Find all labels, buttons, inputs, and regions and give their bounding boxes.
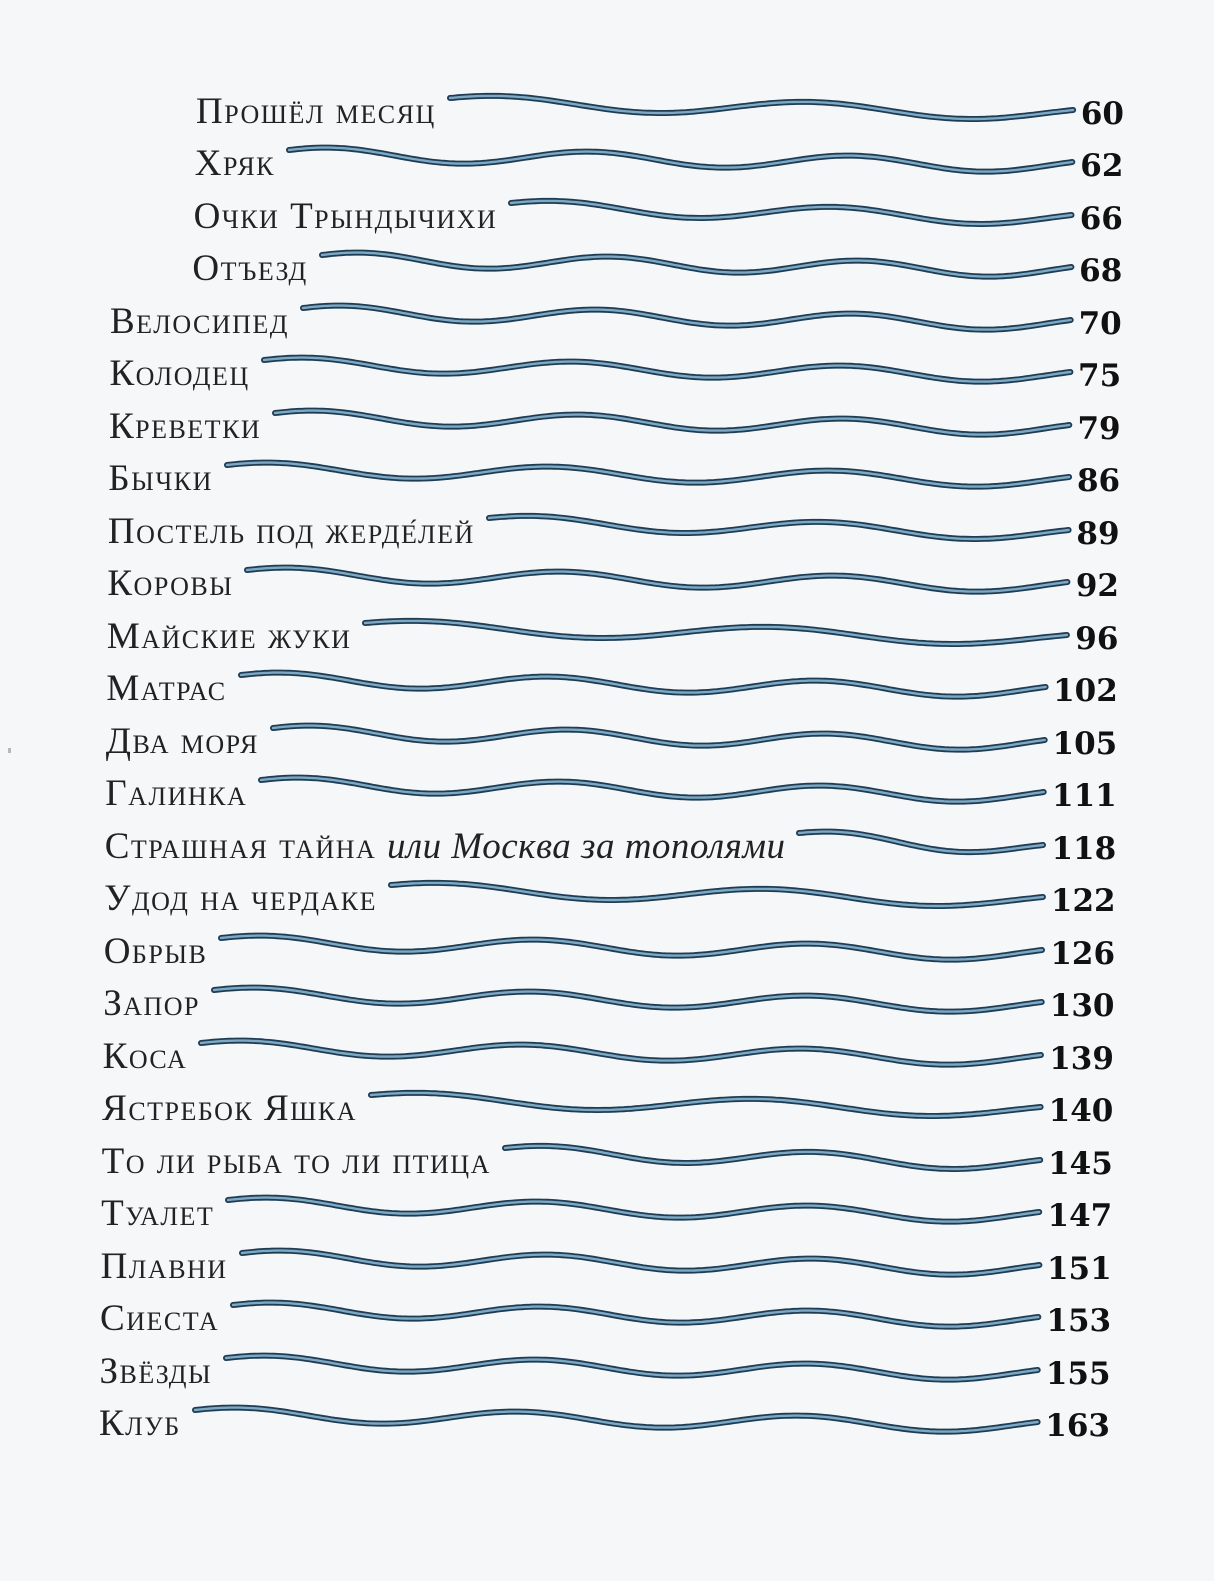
wave-leader: [242, 1239, 1039, 1291]
wave-leader: [799, 819, 1043, 871]
toc-entry[interactable]: [0, 609, 1214, 661]
page-number: 122: [1050, 883, 1116, 920]
page-number: 75: [1078, 358, 1122, 395]
toc-entry[interactable]: [0, 1344, 1214, 1396]
wave-leader: [505, 1134, 1040, 1186]
chapter-title: Матрас: [106, 668, 227, 710]
page-number: 62: [1080, 148, 1124, 185]
toc-entry[interactable]: [0, 136, 1214, 188]
wave-leader: [322, 241, 1071, 293]
chapter-title: Колодец: [109, 353, 250, 395]
wave-stroke-outer: [322, 253, 1071, 277]
wave-stroke-outer: [233, 1303, 1038, 1327]
wave-leader: [221, 924, 1042, 976]
toc-entry[interactable]: [0, 241, 1214, 293]
wave-stroke-inner: [505, 1145, 1040, 1168]
wave-leader: [226, 1344, 1038, 1396]
chapter-title: Галинка: [105, 773, 248, 815]
wave-stroke-outer: [201, 1040, 1041, 1064]
chapter-title: Коровы: [107, 563, 234, 605]
toc-entry[interactable]: [0, 1396, 1214, 1448]
chapter-title: То ли рыба то ли птица: [101, 1140, 491, 1182]
page-number: 130: [1049, 988, 1115, 1025]
page-number: 163: [1045, 1408, 1110, 1444]
page-number: 70: [1078, 305, 1122, 342]
wave-stroke-outer: [242, 1250, 1039, 1274]
wave-stroke-outer: [275, 410, 1069, 434]
chapter-title-italic: или Москва за тополями: [387, 825, 786, 867]
wave-leader: [303, 294, 1071, 346]
chapter-title: Удод на чердаке: [104, 878, 377, 920]
wave-stroke-outer: [195, 1408, 1038, 1432]
page-number: 105: [1052, 725, 1118, 762]
wave-leader: [371, 1081, 1041, 1133]
wave-leader: [264, 346, 1070, 398]
wave-leader: [214, 976, 1042, 1028]
toc-entry[interactable]: [0, 976, 1214, 1028]
wave-stroke-outer: [289, 148, 1072, 172]
chapter-title: Прошёл месяц: [196, 91, 436, 132]
toc-entry[interactable]: [0, 399, 1214, 451]
wave-stroke-outer: [264, 358, 1070, 382]
wave-leader: [273, 714, 1045, 766]
chapter-title: Сиеста: [100, 1298, 220, 1340]
toc-entry[interactable]: [0, 924, 1214, 976]
toc-entry[interactable]: [0, 1134, 1214, 1186]
wave-stroke-outer: [241, 673, 1046, 697]
toc-entry[interactable]: [0, 346, 1214, 398]
wave-leader: [195, 1396, 1038, 1448]
page-number: 68: [1079, 253, 1123, 290]
chapter-title: Запор: [103, 983, 201, 1025]
toc-entry[interactable]: [0, 714, 1214, 766]
wave-stroke-outer: [214, 988, 1042, 1012]
toc-entry[interactable]: [0, 1081, 1214, 1133]
wave-leader: [261, 766, 1044, 818]
toc-entry[interactable]: [0, 1029, 1214, 1081]
wave-leader: [289, 136, 1072, 188]
toc-entry[interactable]: [0, 819, 1214, 871]
chapter-title: Клуб: [99, 1403, 181, 1444]
chapter-title: Постель под жерде́лей: [107, 510, 475, 552]
wave-stroke-inner: [489, 516, 1069, 539]
wave-leader: [233, 1291, 1038, 1343]
chapter-title: Коса: [102, 1035, 188, 1077]
wave-leader: [227, 451, 1069, 503]
wave-stroke-outer: [273, 725, 1045, 749]
wave-stroke-outer: [261, 778, 1044, 802]
chapter-title: Плавни: [100, 1245, 228, 1287]
chapter-title-main: Страшная тайна: [104, 825, 377, 867]
chapter-title: Два моря: [105, 720, 259, 762]
chapter-title: Майские жуки: [106, 615, 352, 657]
toc-entry[interactable]: [0, 451, 1214, 503]
page-number: 145: [1048, 1145, 1113, 1182]
page-number: 66: [1079, 200, 1123, 237]
page-number: 139: [1049, 1040, 1114, 1077]
chapter-title: Бычки: [108, 458, 213, 500]
page-number: 86: [1076, 463, 1121, 500]
page-number: 60: [1080, 96, 1124, 132]
wave-stroke-inner: [450, 96, 1073, 119]
toc-entry[interactable]: [0, 661, 1214, 713]
wave-leader: [450, 84, 1073, 136]
wave-stroke-outer: [227, 463, 1069, 487]
wave-leader: [365, 609, 1067, 661]
wave-stroke-inner: [511, 201, 1071, 224]
toc-entry[interactable]: [0, 556, 1214, 608]
toc-entry[interactable]: [0, 84, 1214, 136]
chapter-title: Туалет: [101, 1193, 215, 1235]
page-number: 79: [1077, 410, 1121, 447]
page-number: 92: [1075, 568, 1119, 605]
wave-leader: [241, 661, 1046, 713]
wave-leader: [201, 1029, 1041, 1081]
wave-leader: [275, 399, 1069, 451]
chapter-title: Отъезд: [192, 248, 308, 290]
paper-speck: [8, 748, 11, 753]
wave-stroke-inner: [365, 621, 1067, 644]
wave-stroke-outer: [221, 935, 1042, 959]
toc-entry[interactable]: [0, 871, 1214, 923]
wave-stroke-inner: [391, 883, 1043, 906]
chapter-title: [105, 825, 786, 868]
page-number: 153: [1046, 1303, 1112, 1340]
page-number: 111: [1052, 778, 1117, 815]
toc-entry[interactable]: [0, 1239, 1214, 1291]
page-number: 96: [1075, 620, 1119, 657]
chapter-title: Ястребок Яшка: [102, 1088, 358, 1130]
chapter-title: Хряк: [194, 143, 276, 185]
wave-stroke-outer: [228, 1198, 1039, 1222]
chapter-title: Звёзды: [99, 1350, 213, 1392]
page-number: 151: [1046, 1250, 1112, 1287]
page-number: 102: [1053, 673, 1118, 710]
wave-leader: [391, 871, 1043, 923]
toc-entry[interactable]: [0, 1186, 1214, 1238]
wave-leader: [228, 1186, 1039, 1238]
wave-leader: [489, 504, 1069, 556]
wave-leader: [247, 556, 1067, 608]
page-number: 147: [1047, 1198, 1113, 1235]
wave-stroke-outer: [303, 306, 1071, 330]
chapter-title: Обрыв: [103, 930, 208, 972]
chapter-title: Очки Трындычихи: [193, 195, 498, 237]
toc-entry[interactable]: [0, 504, 1214, 556]
wave-stroke-outer: [247, 568, 1067, 592]
toc-entry[interactable]: [0, 294, 1214, 346]
page-number: 155: [1045, 1355, 1111, 1392]
toc-entry[interactable]: [0, 1291, 1214, 1343]
chapter-title: Велосипед: [110, 300, 289, 342]
wave-leader: [511, 189, 1071, 241]
wave-stroke-outer: [226, 1355, 1038, 1379]
chapter-title: Креветки: [108, 405, 262, 447]
toc-entry[interactable]: [0, 766, 1214, 818]
page-number: 126: [1050, 935, 1116, 972]
wave-stroke-inner: [371, 1093, 1041, 1116]
page-number: 89: [1076, 515, 1120, 552]
toc-entry[interactable]: [0, 189, 1214, 241]
page-number: 140: [1048, 1093, 1114, 1130]
page-number: 118: [1051, 830, 1117, 867]
